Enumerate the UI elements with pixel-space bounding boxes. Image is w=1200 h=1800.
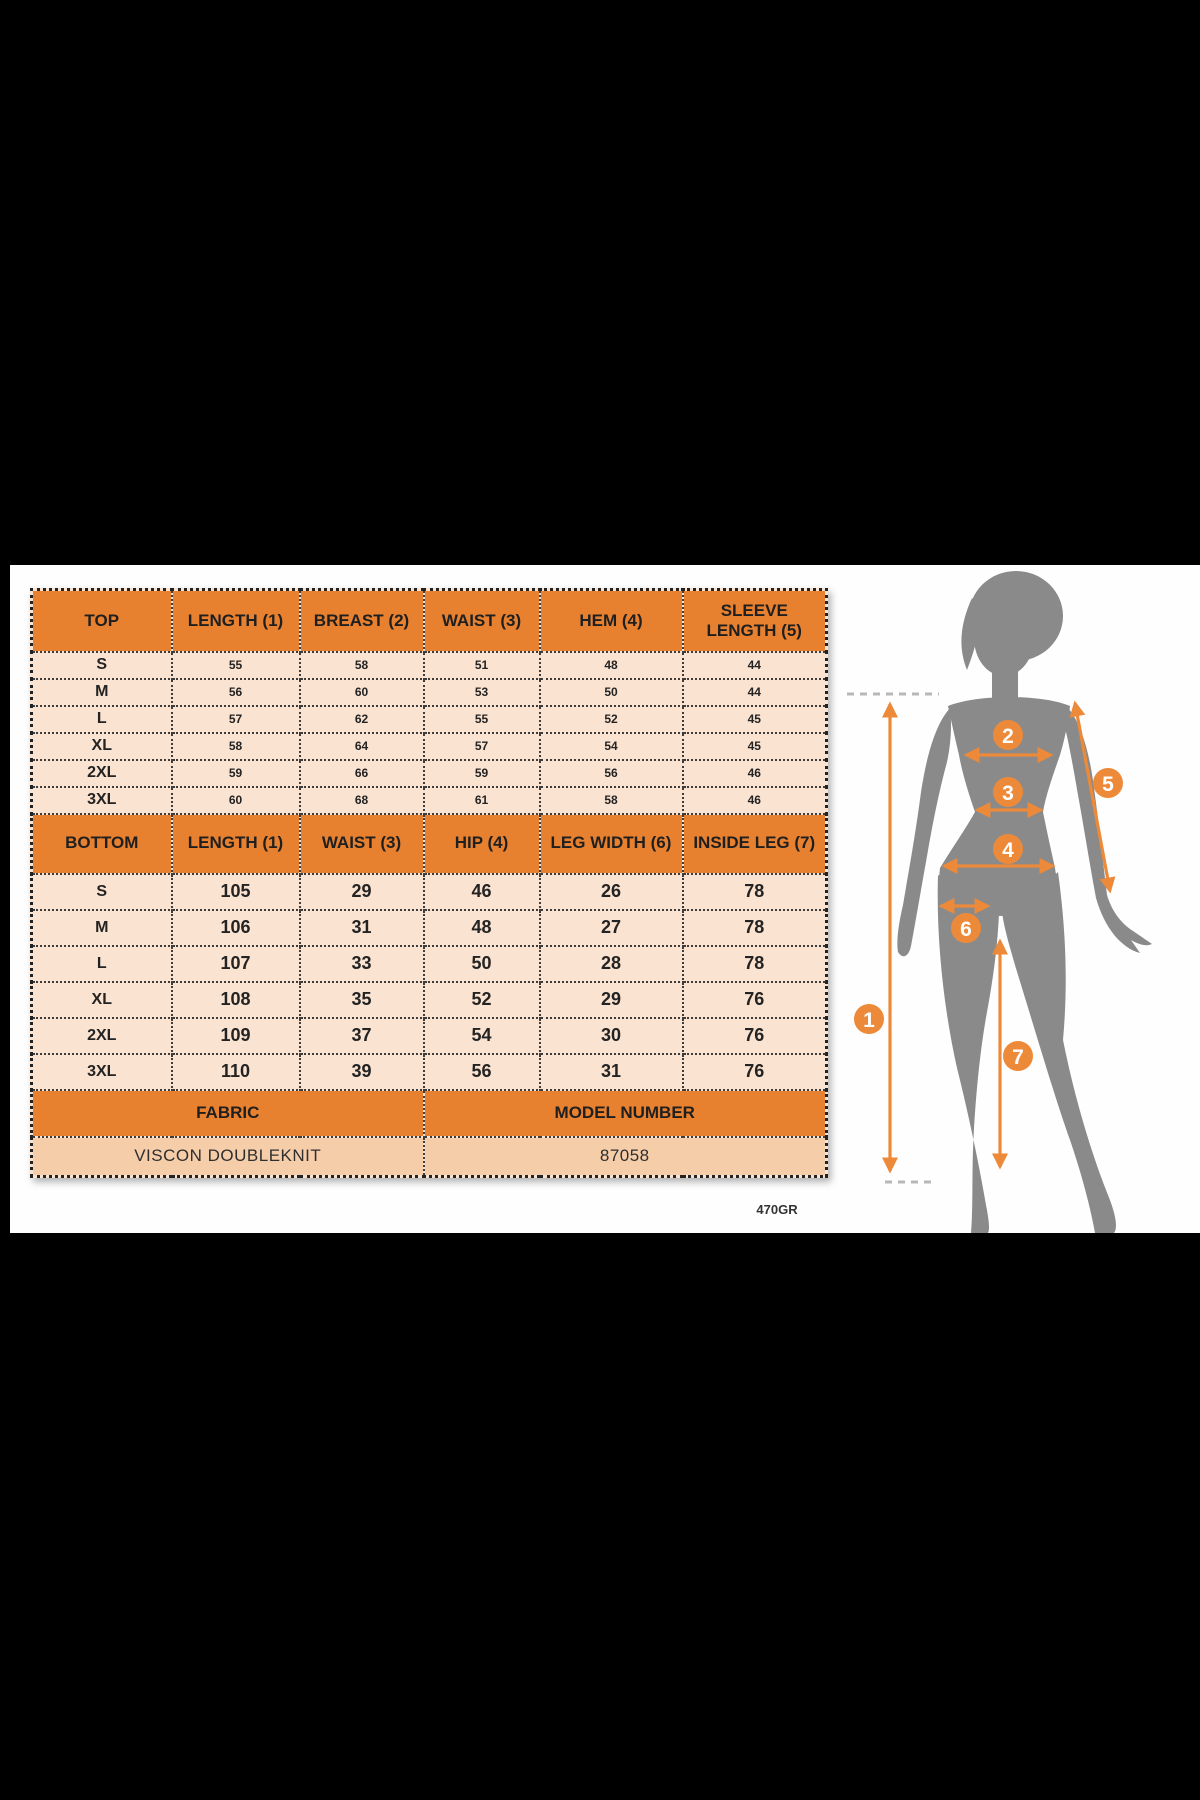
measure-cell: 29 <box>300 874 424 910</box>
svg-text:1: 1 <box>863 1009 875 1032</box>
fabric-value: VISCON DOUBLEKNIT <box>32 1137 424 1177</box>
measure-cell: 107 <box>172 946 300 982</box>
weight-note: 470GR <box>756 1202 798 1217</box>
measure-cell: 105 <box>172 874 300 910</box>
measure-cell: 78 <box>683 910 827 946</box>
measure-badge-6 <box>951 913 981 943</box>
measure-cell: 109 <box>172 1018 300 1054</box>
measure-cell: 48 <box>424 910 540 946</box>
measure-cell: 46 <box>424 874 540 910</box>
measure-cell: 55 <box>424 706 540 733</box>
measure-cell: 68 <box>300 787 424 814</box>
measure-cell: 110 <box>172 1054 300 1090</box>
svg-text:5: 5 <box>1102 773 1114 796</box>
measure-cell: 58 <box>300 652 424 679</box>
measure-cell: 30 <box>540 1018 683 1054</box>
size-label: S <box>32 652 172 679</box>
size-label: S <box>32 874 172 910</box>
size-label: XL <box>32 982 172 1018</box>
bottom-black-band <box>0 1233 1200 1800</box>
size-label: 3XL <box>32 787 172 814</box>
measure-cell: 54 <box>424 1018 540 1054</box>
measure-cell: 60 <box>300 679 424 706</box>
measure-cell: 39 <box>300 1054 424 1090</box>
measure-badge-2 <box>993 720 1023 750</box>
column-header-hip: HIP (4) <box>424 814 540 874</box>
svg-text:6: 6 <box>960 918 972 941</box>
column-header-waist: WAIST (3) <box>424 590 540 652</box>
measure-cell: 78 <box>683 946 827 982</box>
measure-cell: 52 <box>424 982 540 1018</box>
svg-text:2: 2 <box>1002 725 1014 748</box>
size-label: M <box>32 910 172 946</box>
measure-badge-1 <box>854 1004 884 1034</box>
measure-cell: 54 <box>540 733 683 760</box>
measure-cell: 52 <box>540 706 683 733</box>
measure-cell: 26 <box>540 874 683 910</box>
measure-cell: 37 <box>300 1018 424 1054</box>
svg-text:4: 4 <box>1002 839 1014 862</box>
measure-cell: 56 <box>172 679 300 706</box>
measure-cell: 27 <box>540 910 683 946</box>
measure-cell: 56 <box>540 760 683 787</box>
measure-cell: 50 <box>424 946 540 982</box>
svg-text:3: 3 <box>1002 782 1014 805</box>
measure-cell: 58 <box>540 787 683 814</box>
measure-cell: 62 <box>300 706 424 733</box>
measure-cell: 46 <box>683 760 827 787</box>
size-label: 3XL <box>32 1054 172 1090</box>
svg-text:7: 7 <box>1012 1046 1024 1069</box>
size-label: L <box>32 946 172 982</box>
measure-cell: 59 <box>424 760 540 787</box>
fabric-header: FABRIC <box>32 1090 424 1137</box>
measure-cell: 48 <box>540 652 683 679</box>
column-header-waist: WAIST (3) <box>300 814 424 874</box>
measure-cell: 59 <box>172 760 300 787</box>
measure-cell: 106 <box>172 910 300 946</box>
measure-cell: 76 <box>683 1018 827 1054</box>
measure-cell: 108 <box>172 982 300 1018</box>
measure-cell: 66 <box>300 760 424 787</box>
measure-cell: 31 <box>300 910 424 946</box>
measure-badge-5 <box>1093 768 1123 798</box>
column-header-hem: HEM (4) <box>540 590 683 652</box>
measure-cell: 61 <box>424 787 540 814</box>
size-label: 2XL <box>32 760 172 787</box>
column-header-leg-width: LEG WIDTH (6) <box>540 814 683 874</box>
size-label: L <box>32 706 172 733</box>
woman-silhouette <box>897 571 1152 1233</box>
measure-cell: 45 <box>683 706 827 733</box>
model-number-header: MODEL NUMBER <box>424 1090 827 1137</box>
measure-cell: 76 <box>683 1054 827 1090</box>
column-header-length: LENGTH (1) <box>172 814 300 874</box>
measure-cell: 55 <box>172 652 300 679</box>
measure-cell: 31 <box>540 1054 683 1090</box>
measure-cell: 57 <box>424 733 540 760</box>
measure-cell: 58 <box>172 733 300 760</box>
size-label: XL <box>32 733 172 760</box>
measure-cell: 44 <box>683 679 827 706</box>
measure-cell: 29 <box>540 982 683 1018</box>
column-header-inside-leg: INSIDE LEG (7) <box>683 814 827 874</box>
model-number-value: 87058 <box>424 1137 827 1177</box>
size-label: M <box>32 679 172 706</box>
measure-cell: 76 <box>683 982 827 1018</box>
column-header-breast: BREAST (2) <box>300 590 424 652</box>
measure-cell: 35 <box>300 982 424 1018</box>
measure-cell: 44 <box>683 652 827 679</box>
column-header-sleeve-length: SLEEVE LENGTH (5) <box>683 590 827 652</box>
measure-cell: 50 <box>540 679 683 706</box>
measure-cell: 64 <box>300 733 424 760</box>
column-header-top: TOP <box>32 590 172 652</box>
measure-cell: 53 <box>424 679 540 706</box>
column-header-bottom: BOTTOM <box>32 814 172 874</box>
measure-badge-4 <box>993 834 1023 864</box>
silhouette-right-arm <box>1063 708 1152 953</box>
measure-badge-7 <box>1003 1041 1033 1071</box>
measure-cell: 33 <box>300 946 424 982</box>
measure-cell: 46 <box>683 787 827 814</box>
measure-cell: 56 <box>424 1054 540 1090</box>
measure-cell: 60 <box>172 787 300 814</box>
measure-badge-3 <box>993 777 1023 807</box>
column-header-length: LENGTH (1) <box>172 590 300 652</box>
measure-cell: 28 <box>540 946 683 982</box>
measure-cell: 78 <box>683 874 827 910</box>
measure-cell: 57 <box>172 706 300 733</box>
measure-cell: 51 <box>424 652 540 679</box>
size-label: 2XL <box>32 1018 172 1054</box>
measure-cell: 45 <box>683 733 827 760</box>
